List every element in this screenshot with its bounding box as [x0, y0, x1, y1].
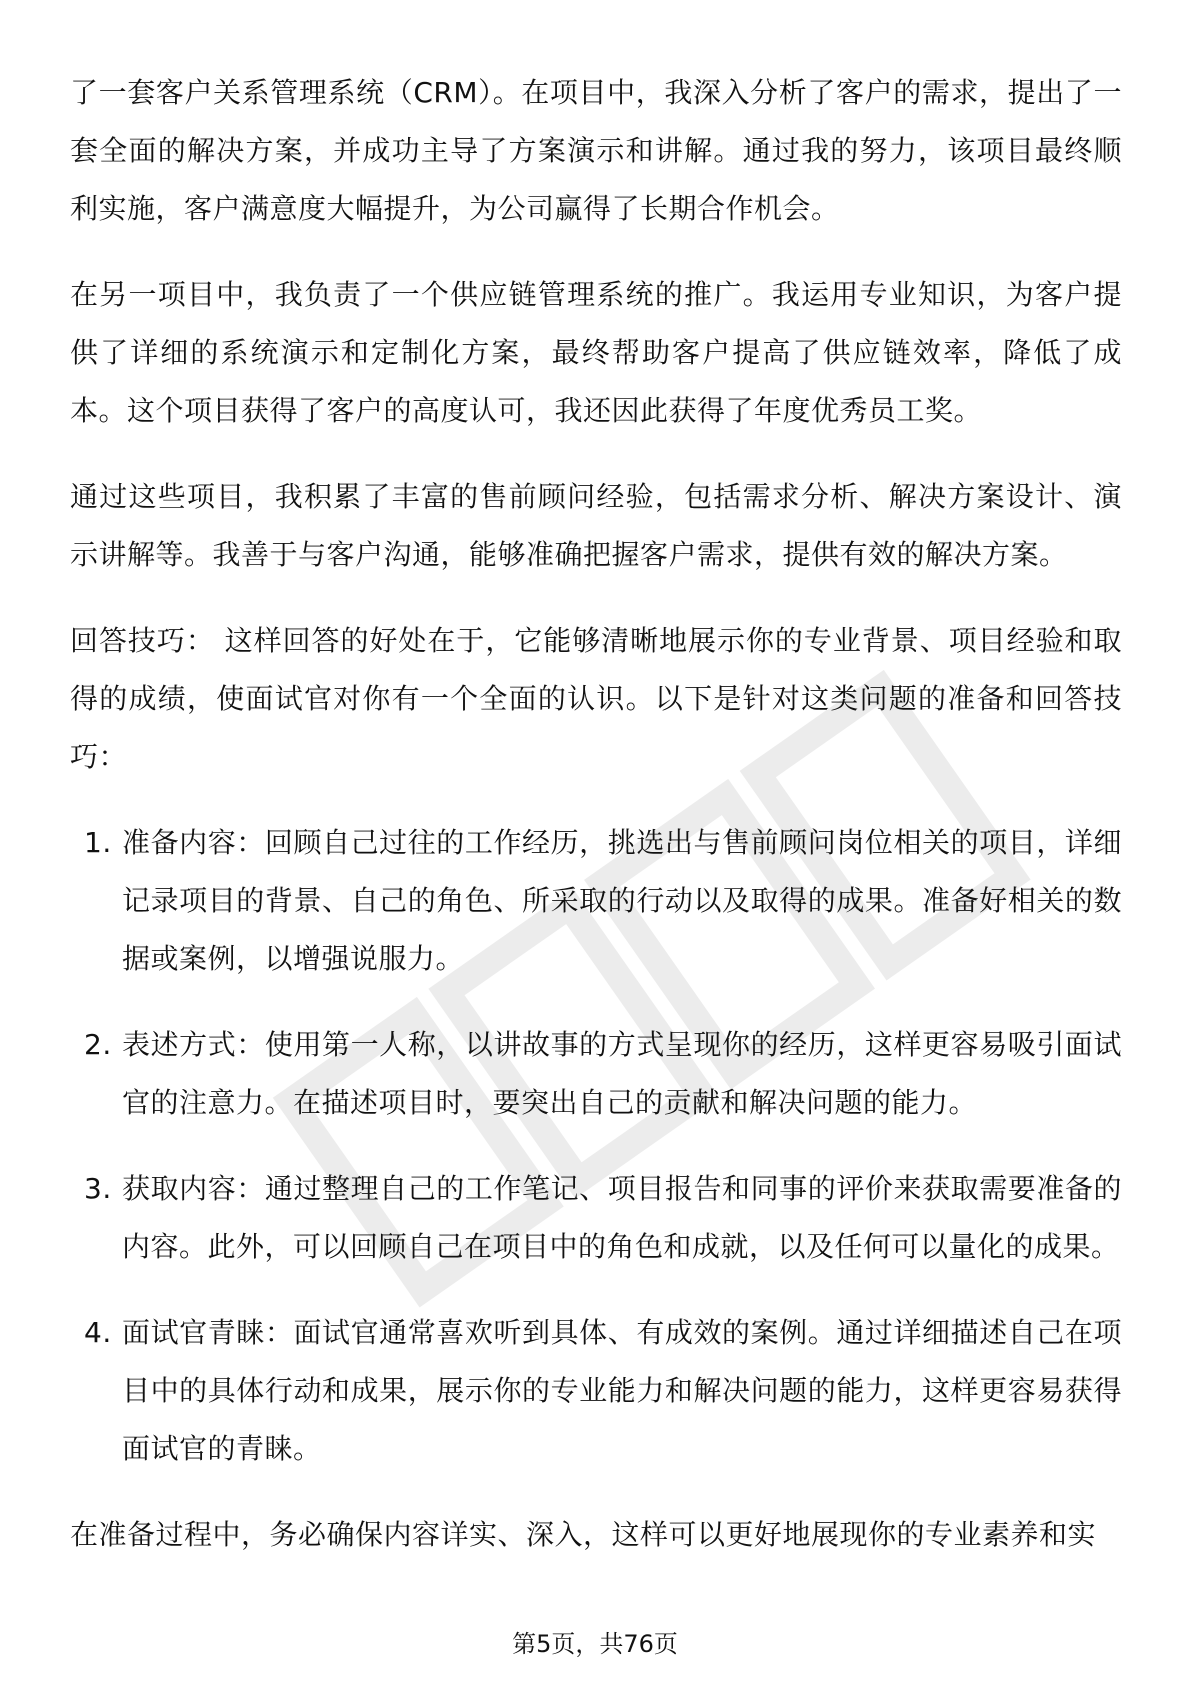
list-item-text: 面试官青睐：面试官通常喜欢听到具体、有成效的案例。通过详细描述自己在项目中的具体行动和成果，展示你的专业能力和解决问题的能力，这样更容易获得面试官的青睐。: [122, 1316, 1122, 1465]
list-item-number: 3.: [84, 1172, 112, 1205]
list-item-text: 获取内容：通过整理自己的工作笔记、项目报告和同事的评价来获取需要准备的内容。此外，可以回顾自己在项目中的角色和成就，以及任何可以量化的成果。: [122, 1172, 1122, 1263]
list-item: [70, 1016, 1122, 1132]
paragraph-supply-chain-project: 在另一项目中，我负责了一个供应链管理系统的推广。我运用专业知识，为客户提供了详细的系统演示和定制化方案，最终帮助客户提高了供应链效率，降低了成本。这个项目获得了客户的高度认可，我还因此获得了年度优秀员工奖。: [70, 278, 1122, 427]
list-item-text: 表述方式：使用第一人称，以讲故事的方式呈现你的经历，这样更容易吸引面试官的注意力。在描述项目时，要突出自己的贡献和解决问题的能力。: [122, 1028, 1122, 1119]
list-item-number: 4.: [84, 1316, 112, 1349]
tips-list: [70, 814, 1122, 1478]
paragraph-experience-summary: 通过这些项目，我积累了丰富的售前顾问经验，包括需求分析、解决方案设计、演示讲解等。我善于与客户沟通，能够准确把握客户需求，提供有效的解决方案。: [70, 480, 1122, 571]
paragraph-answer-tips: 回答技巧： 这样回答的好处在于，它能够清晰地展示你的专业背景、项目经验和取得的成绩，使面试官对你有一个全面的认识。以下是针对这类问题的准备和回答技巧：: [70, 624, 1122, 773]
paragraph-preparation: 在准备过程中，务必确保内容详实、深入，这样可以更好地展现你的专业素养和实: [70, 1518, 1097, 1551]
list-item: [70, 814, 1122, 988]
list-item: [70, 1160, 1122, 1276]
list-item-number: 2.: [84, 1028, 112, 1061]
list-item-number: 1.: [84, 826, 112, 859]
document-body: [70, 64, 1122, 1592]
list-item: [70, 1304, 1122, 1478]
paragraph-crm-project: 了一套客户关系管理系统（CRM）。在项目中，我深入分析了客户的需求，提出了一套全面的解决方案，并成功主导了方案演示和讲解。通过我的努力，该项目最终顺利实施，客户满意度大幅提升，为公司赢得了长期合作机会。: [70, 76, 1122, 225]
page-number-footer: 第5页，共76页: [512, 1630, 678, 1658]
list-item-text: 准备内容：回顾自己过往的工作经历，挑选出与售前顾问岗位相关的项目，详细记录项目的背景、自己的角色、所采取的行动以及取得的成果。准备好相关的数据或案例，以增强说服力。: [122, 826, 1122, 975]
